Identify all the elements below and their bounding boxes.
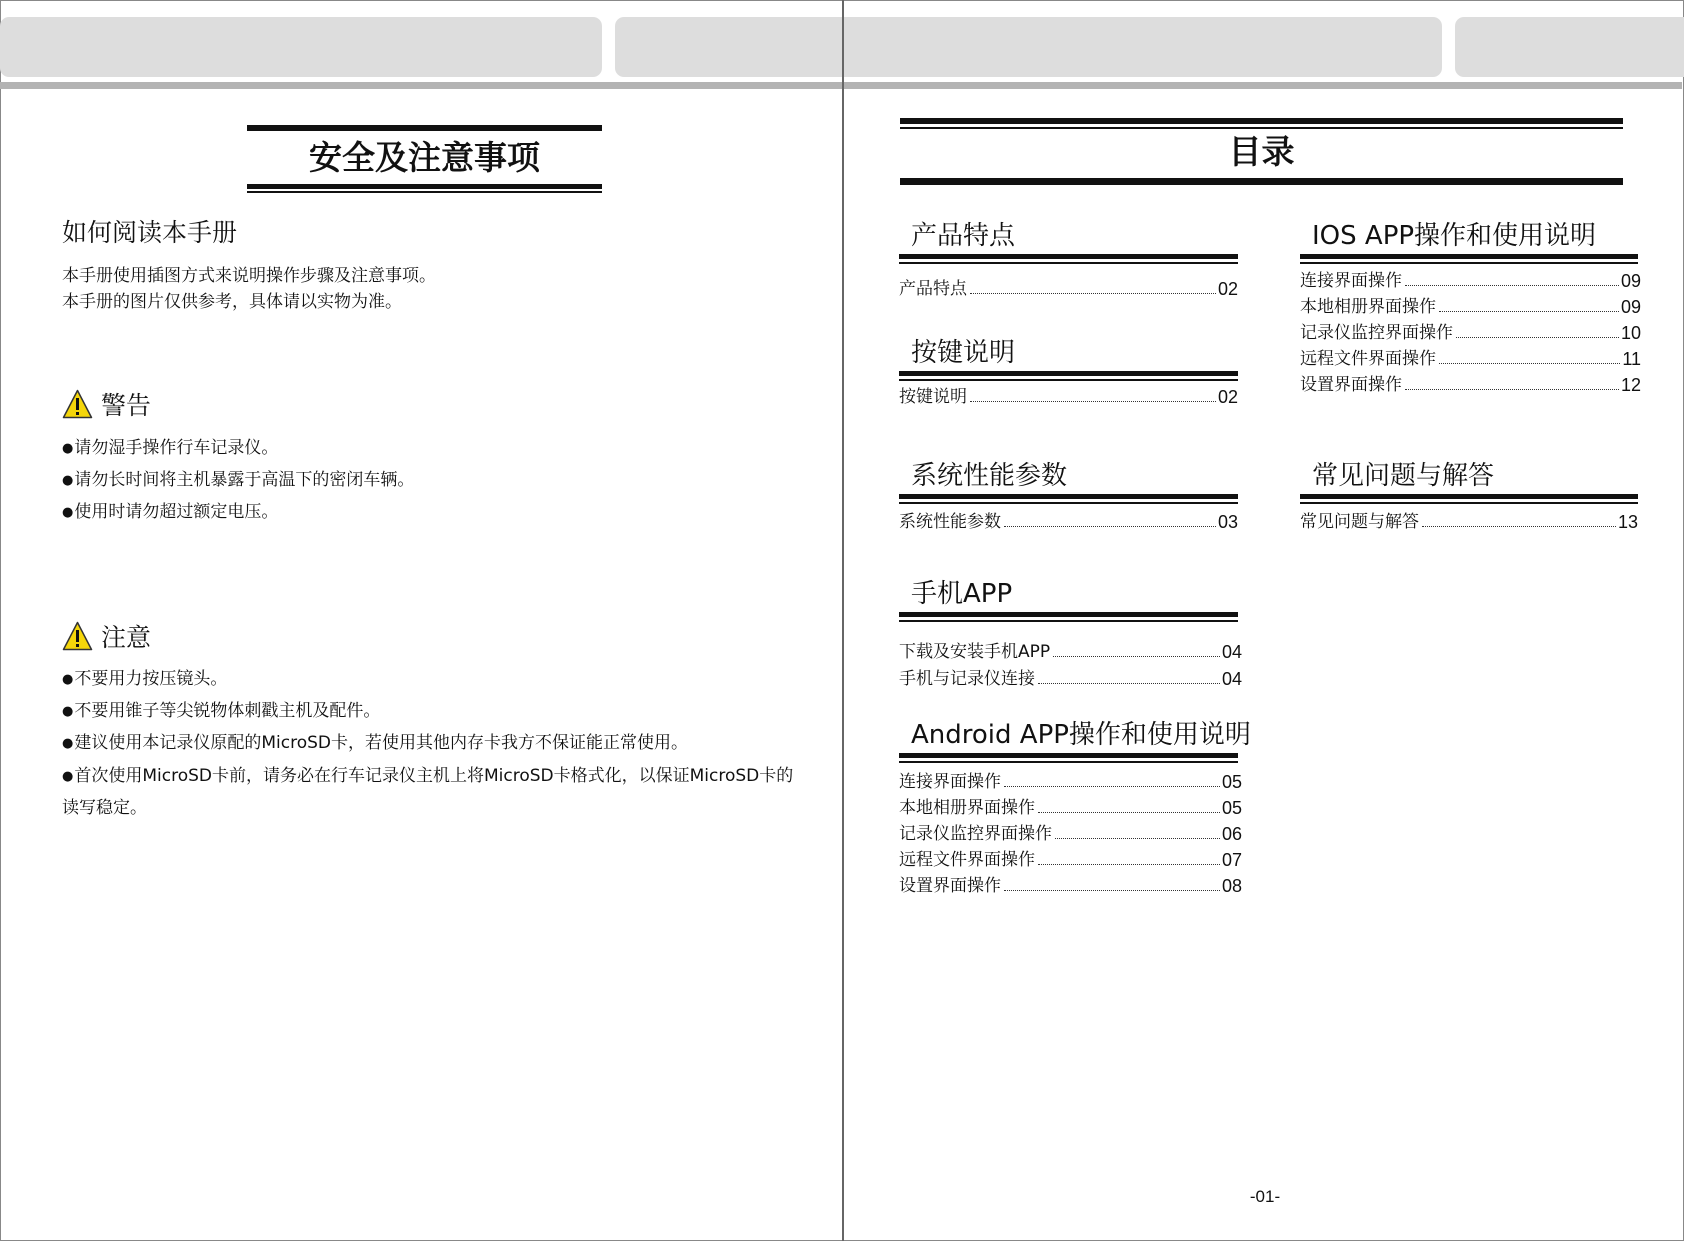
title-rule	[247, 191, 602, 193]
warning-item: ● 请勿湿手操作行车记录仪。	[62, 435, 278, 462]
warning-triangle-icon	[62, 389, 93, 419]
toc-title: 目录	[1228, 132, 1295, 171]
warning-triangle-icon	[62, 621, 93, 651]
leader-dots	[1439, 311, 1619, 312]
title-rule	[900, 127, 1623, 129]
toc-entry-page: 12	[1620, 375, 1641, 395]
title-rule	[900, 118, 1623, 124]
toc-section-title: IOS APP操作和使用说明	[1312, 221, 1597, 251]
section-rule	[1300, 262, 1638, 264]
header-tab	[1455, 17, 1684, 77]
toc-entry-page: 13	[1617, 512, 1638, 532]
section-rule	[899, 254, 1238, 259]
leader-dots	[1405, 285, 1619, 286]
section-rule	[899, 502, 1238, 504]
toc-section-buttons	[899, 337, 1238, 377]
leader-dots	[1422, 526, 1616, 527]
toc-section-specs	[899, 460, 1238, 500]
how-to-read-heading: 如何阅读本手册	[62, 218, 238, 247]
toc-entry[interactable]	[899, 384, 1238, 408]
leader-dots	[1004, 526, 1216, 527]
warning-item: ● 使用时请勿超过额定电压。	[62, 499, 278, 526]
warning-heading	[62, 387, 151, 421]
header-tab	[0, 17, 602, 77]
toc-entry[interactable]	[899, 666, 1242, 690]
toc-entry[interactable]	[1300, 268, 1641, 292]
caution-item: ● 首次使用MicroSD卡前，请务必在行车记录仪主机上将MicroSD卡格式化，以保证MicroSD卡的	[62, 763, 793, 790]
toc-section-title: 手机APP	[911, 579, 1013, 609]
caution-heading-label: 注意	[101, 623, 152, 652]
section-rule	[1300, 494, 1638, 499]
leader-dots	[1004, 786, 1220, 787]
toc-entry-page: 04	[1221, 642, 1242, 662]
section-rule	[899, 761, 1238, 763]
toc-entry-page: 10	[1620, 323, 1641, 343]
section-rule	[899, 612, 1238, 617]
toc-section-features	[899, 220, 1238, 260]
leader-dots	[1004, 890, 1220, 891]
toc-entry[interactable]	[1300, 372, 1641, 396]
toc-entry-label: 下载及安装手机APP	[899, 642, 1051, 662]
toc-entry[interactable]	[899, 276, 1238, 300]
leader-dots	[1038, 683, 1220, 684]
toc-entry-label: 连接界面操作	[899, 772, 1001, 792]
toc-section-android-app	[899, 719, 1251, 759]
toc-entry-label: 远程文件界面操作	[899, 850, 1035, 870]
section-rule	[899, 262, 1238, 264]
toc-entry-page: 09	[1620, 297, 1641, 317]
toc-entry[interactable]	[899, 795, 1242, 819]
caution-item: ● 不要用锥子等尖锐物体刺戳主机及配件。	[62, 698, 380, 725]
toc-section-faq	[1300, 460, 1638, 500]
toc-title-block	[900, 118, 1623, 188]
toc-entry-label: 常见问题与解答	[1300, 512, 1419, 532]
toc-section-title: 系统性能参数	[911, 461, 1068, 491]
toc-entry-label: 记录仪监控界面操作	[899, 824, 1052, 844]
title-rule	[247, 125, 602, 131]
toc-entry-page: 08	[1221, 876, 1242, 896]
leader-dots	[970, 293, 1216, 294]
caution-item: ● 不要用力按压镜头。	[62, 666, 227, 693]
leader-dots	[1055, 838, 1220, 839]
header-tab	[615, 17, 1442, 77]
leader-dots	[1038, 864, 1220, 865]
section-rule	[899, 620, 1238, 622]
toc-entry-page: 02	[1217, 387, 1238, 407]
caution-item: ● 建议使用本记录仪原配的MicroSD卡，若使用其他内存卡我方不保证能正常使用。	[62, 730, 688, 757]
toc-section-title: 按键说明	[911, 338, 1016, 368]
section-rule	[899, 371, 1238, 376]
section-rule	[899, 494, 1238, 499]
toc-entry-label: 系统性能参数	[899, 512, 1001, 532]
toc-entry[interactable]	[1300, 294, 1641, 318]
toc-entry[interactable]	[1300, 509, 1638, 533]
toc-section-title: 产品特点	[911, 221, 1016, 251]
leader-dots	[1439, 363, 1620, 364]
toc-entry-label: 本地相册界面操作	[899, 798, 1035, 818]
toc-entry[interactable]	[899, 769, 1242, 793]
toc-entry-page: 07	[1221, 850, 1242, 870]
caution-heading	[62, 619, 151, 653]
leader-dots	[1053, 656, 1220, 657]
toc-entry-page: 06	[1221, 824, 1242, 844]
toc-entry[interactable]	[899, 821, 1242, 845]
toc-entry-page: 09	[1620, 271, 1641, 291]
toc-entry-label: 连接界面操作	[1300, 271, 1402, 291]
leader-dots	[1456, 337, 1619, 338]
section-rule	[1300, 254, 1638, 259]
title-rule	[247, 184, 602, 189]
toc-entry-label: 手机与记录仪连接	[899, 669, 1035, 689]
toc-entry[interactable]	[899, 509, 1238, 533]
toc-entry-label: 记录仪监控界面操作	[1300, 323, 1453, 343]
toc-entry-label: 产品特点	[899, 279, 967, 299]
toc-entry-label: 按键说明	[899, 387, 967, 407]
toc-section-title: Android APP操作和使用说明	[911, 720, 1251, 750]
toc-entry-page: 11	[1622, 349, 1641, 369]
warning-heading-label: 警告	[101, 391, 152, 420]
toc-entry[interactable]	[899, 873, 1242, 897]
leader-dots	[1405, 389, 1619, 390]
safety-title-block	[247, 125, 602, 195]
toc-section-ios-app	[1300, 220, 1638, 260]
toc-entry-label: 设置界面操作	[899, 876, 1001, 896]
section-rule	[899, 753, 1238, 758]
toc-section-mobile-app	[899, 578, 1238, 618]
page-title: 安全及注意事项	[309, 138, 540, 177]
how-to-read-line: 本手册使用插图方式来说明操作步骤及注意事项。	[62, 266, 436, 286]
leader-dots	[970, 401, 1216, 402]
toc-section-title: 常见问题与解答	[1312, 461, 1495, 491]
toc-entry-label: 本地相册界面操作	[1300, 297, 1436, 317]
toc-entry-page: 04	[1221, 669, 1242, 689]
how-to-read-line: 本手册的图片仅供参考，具体请以实物为准。	[62, 292, 402, 312]
leader-dots	[1038, 812, 1220, 813]
page-spine	[842, 0, 844, 1241]
toc-entry-page: 03	[1217, 512, 1238, 532]
toc-entry[interactable]	[1300, 346, 1641, 370]
title-rule	[900, 178, 1623, 185]
section-rule	[1300, 502, 1638, 504]
caution-item-continuation: 读写稳定。	[62, 798, 147, 818]
toc-entry-page: 05	[1221, 772, 1242, 792]
page-number: -01-	[1249, 1187, 1281, 1206]
toc-entry[interactable]	[899, 847, 1242, 871]
toc-entry-label: 设置界面操作	[1300, 375, 1402, 395]
header-rule	[0, 82, 1682, 89]
warning-item: ● 请勿长时间将主机暴露于高温下的密闭车辆。	[62, 467, 414, 494]
toc-entry[interactable]	[899, 639, 1242, 663]
section-rule	[899, 379, 1238, 381]
toc-entry-page: 02	[1217, 279, 1238, 299]
toc-entry-page: 05	[1221, 798, 1242, 818]
toc-entry-label: 远程文件界面操作	[1300, 349, 1436, 369]
toc-entry[interactable]	[1300, 320, 1641, 344]
